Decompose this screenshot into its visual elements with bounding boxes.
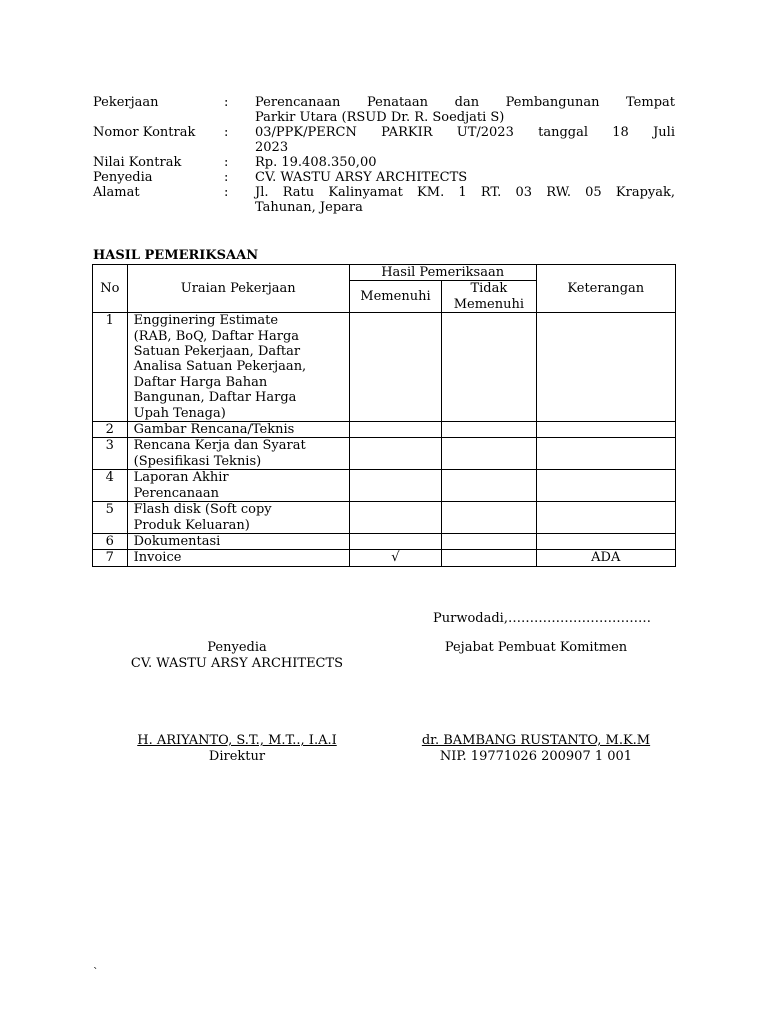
row-number: 4 [93, 470, 128, 502]
row-number: 1 [93, 313, 128, 422]
inspection-table [92, 264, 676, 567]
signature-name-block [386, 733, 686, 765]
row-memenuhi [349, 313, 441, 422]
row-uraian [127, 533, 349, 549]
row-keterangan [536, 533, 675, 549]
info-colon: : [224, 155, 229, 170]
section-title: HASIL PEMERIKSAAN [93, 248, 259, 263]
row-uraian [127, 313, 349, 422]
info-value-line: 03/PPK/PERCN PARKIR UT/2023 tanggal 18 Juli [255, 125, 675, 140]
signature-role: Penyedia [207, 640, 267, 655]
row-memenuhi [349, 438, 441, 470]
info-colon: : [224, 125, 229, 140]
signature-official [386, 640, 686, 764]
info-value-line: Jl. Ratu Kalinyamat KM. 1 RT. 03 RW. 05 Krapyak, [255, 185, 675, 200]
info-label: Alamat [93, 185, 140, 200]
row-uraian [127, 550, 349, 566]
table-row [93, 470, 676, 502]
row-memenuhi [349, 533, 441, 549]
info-colon: : [224, 95, 229, 110]
info-value: Rp. 19.408.350,00 [255, 155, 377, 170]
header-no: No [93, 265, 128, 313]
uraian-line: (RAB, BoQ, Daftar Harga [133, 328, 300, 344]
row-memenuhi [349, 422, 441, 438]
row-tidak-memenuhi [442, 313, 536, 422]
info-value [255, 185, 675, 215]
info-value-line: Perencanaan Penataan dan Pembangunan Tempat [255, 95, 675, 110]
row-tidak-memenuhi [442, 533, 536, 549]
row-keterangan [536, 422, 675, 438]
info-value: CV. WASTU ARSY ARCHITECTS [255, 170, 468, 185]
info-row-alamat [93, 185, 675, 215]
uraian-line: Satuan Pekerjaan, Daftar [133, 344, 301, 360]
row-memenuhi [349, 470, 441, 502]
uraian-line: Analisa Satuan Pekerjaan, [133, 359, 307, 375]
signature-name: H. ARIYANTO, S.T., M.T.., I.A.I [137, 733, 337, 748]
signature-name: dr. BAMBANG RUSTANTO, M.K.M [421, 733, 651, 748]
row-tidak-memenuhi [442, 438, 536, 470]
header-hasil: Hasil Pemeriksaan [349, 265, 536, 281]
uraian-line: Bangunan, Daftar Harga [133, 390, 297, 406]
row-keterangan [536, 470, 675, 502]
uraian-line: Rencana Kerja dan Syarat [133, 438, 306, 454]
uraian-line: Invoice [133, 550, 182, 566]
uraian-line: Daftar Harga Bahan [133, 374, 268, 390]
row-keterangan [536, 502, 675, 534]
header-tidak-memenuhi [442, 281, 536, 313]
row-number: 5 [93, 502, 128, 534]
uraian-line: Flash disk (Soft copy [133, 502, 272, 518]
row-uraian [127, 422, 349, 438]
info-row-penyedia [93, 170, 675, 185]
row-number: 7 [93, 550, 128, 566]
info-row-nilai-kontrak [93, 155, 675, 170]
table-row [93, 550, 676, 566]
signature-provider [97, 640, 377, 764]
row-memenuhi [349, 502, 441, 534]
contract-info [93, 95, 675, 215]
header-tidak-line: Tidak [470, 281, 508, 297]
uraian-line: Laporan Akhir [133, 470, 229, 486]
signature-nip: NIP. 19771026 200907 1 001 [439, 749, 633, 764]
uraian-line: Gambar Rencana/Teknis [133, 422, 295, 438]
signature-company: CV. WASTU ARSY ARCHITECTS [130, 656, 344, 671]
table-row [93, 533, 676, 549]
footer-mark: ` [93, 966, 99, 979]
uraian-line: Upah Tenaga) [133, 405, 226, 421]
info-label: Pekerjaan [93, 95, 159, 110]
row-number: 6 [93, 533, 128, 549]
info-value [255, 125, 675, 155]
info-row-pekerjaan [93, 95, 675, 125]
header-uraian: Uraian Pekerjaan [127, 265, 349, 313]
info-value-line: 2023 [255, 140, 289, 155]
row-number: 2 [93, 422, 128, 438]
info-row-nomor-kontrak [93, 125, 675, 155]
row-tidak-memenuhi [442, 550, 536, 566]
uraian-line: Engginering Estimate [133, 313, 279, 329]
place-date: Purwodadi,…………………………… [433, 611, 651, 626]
uraian-line: Perencanaan [133, 485, 220, 501]
info-label: Penyedia [93, 170, 153, 185]
info-colon: : [224, 170, 229, 185]
info-value-line: Tahunan, Jepara [255, 200, 363, 215]
signature-role: Pejabat Pembuat Komitmen [444, 640, 628, 655]
info-value [255, 95, 675, 125]
uraian-line: (Spesifikasi Teknis) [133, 453, 262, 469]
signature-name-block [97, 733, 377, 765]
table-row [93, 313, 676, 422]
header-tidak-line: Memenuhi [453, 296, 525, 312]
row-uraian [127, 470, 349, 502]
table-row [93, 502, 676, 534]
row-tidak-memenuhi [442, 470, 536, 502]
signature-title: Direktur [208, 749, 266, 764]
row-uraian [127, 502, 349, 534]
info-value-line: Parkir Utara (RSUD Dr. R. Soedjati S) [255, 110, 505, 125]
table-row [93, 438, 676, 470]
row-memenuhi: √ [349, 550, 441, 566]
row-keterangan: ADA [536, 550, 675, 566]
row-number: 3 [93, 438, 128, 470]
table-row [93, 422, 676, 438]
row-tidak-memenuhi [442, 502, 536, 534]
uraian-line: Dokumentasi [133, 533, 221, 549]
row-keterangan [536, 313, 675, 422]
header-keterangan: Keterangan [536, 265, 675, 313]
info-label: Nilai Kontrak [93, 155, 182, 170]
row-uraian [127, 438, 349, 470]
info-colon: : [224, 185, 229, 200]
row-keterangan [536, 438, 675, 470]
info-label: Nomor Kontrak [93, 125, 196, 140]
row-tidak-memenuhi [442, 422, 536, 438]
uraian-line: Produk Keluaran) [133, 517, 250, 533]
table-body [93, 313, 676, 567]
header-memenuhi: Memenuhi [349, 281, 441, 313]
